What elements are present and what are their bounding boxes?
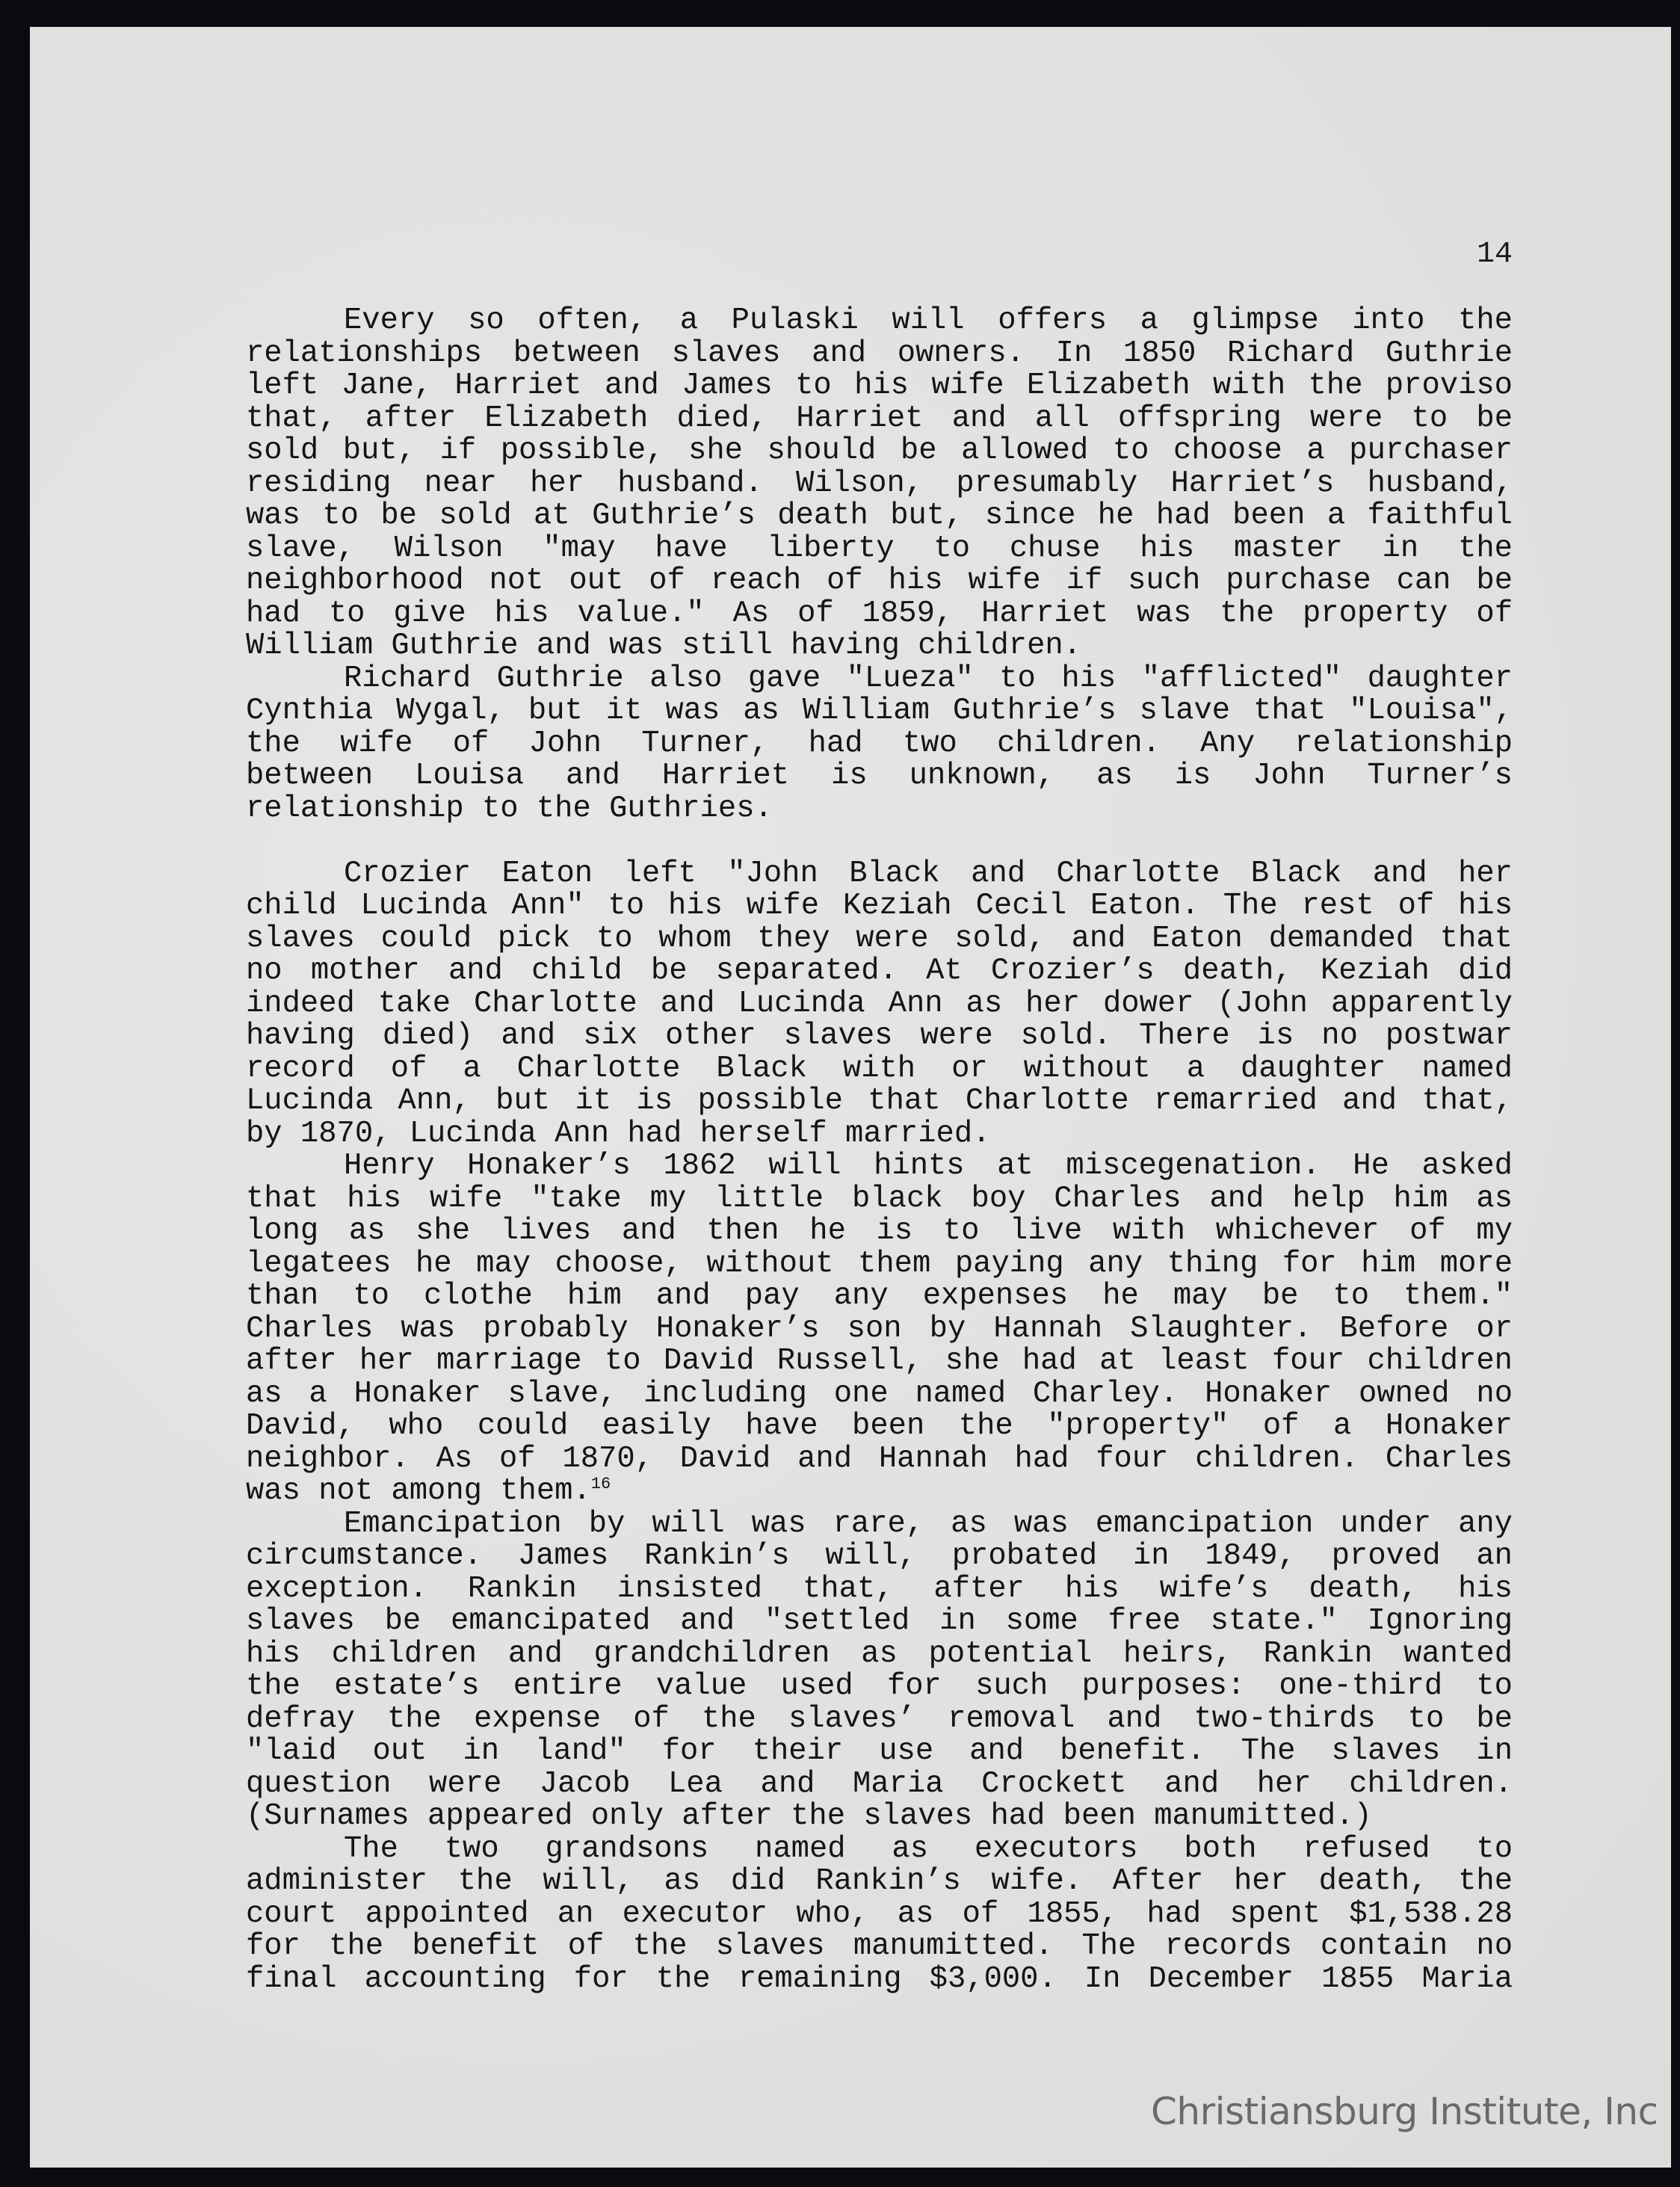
text-line (246, 988, 1513, 1021)
text-line (246, 565, 1513, 598)
text-line (246, 1215, 1513, 1248)
text-line (246, 1866, 1513, 1898)
page-number: 14 (1476, 238, 1513, 271)
text-line (246, 1475, 1513, 1508)
text-line (246, 1573, 1513, 1606)
text-line (246, 1118, 1513, 1151)
text-line (246, 500, 1513, 533)
line-text: was not among them. (246, 1474, 591, 1508)
line-text: between Louisa and Harriet is unknown, as is John Turner’s (246, 759, 1513, 793)
text-line (246, 890, 1513, 923)
line-text: Cynthia Wygal, but it was as William Guthrie’s slave that "Louisa", (246, 694, 1513, 728)
text-line (246, 1085, 1513, 1118)
text-line (246, 1313, 1513, 1346)
text-line (246, 370, 1513, 403)
line-text: question were Jacob Lea and Maria Crockett and her children. (246, 1766, 1513, 1801)
text-line (246, 305, 1513, 338)
line-text: Henry Honaker’s 1862 will hints at miscegenation. He asked (344, 1149, 1513, 1183)
text-line (246, 663, 1513, 696)
line-text: (Surnames appeared only after the slaves had been manumitted.) (246, 1799, 1372, 1833)
text-line (246, 1736, 1513, 1768)
body-text (246, 305, 1513, 1996)
line-text: having died) and six other slaves were sold. There is no postwar (246, 1019, 1513, 1053)
line-text: final accounting for the remaining $3,000. In December 1855 Maria (246, 1961, 1513, 1996)
line-text: neighbor. As of 1870, David and Hannah had four children. Charles (246, 1441, 1513, 1476)
line-text: had to give his value." As of 1859, Harriet was the property of (246, 596, 1513, 631)
line-text: William Guthrie and was still having children. (246, 629, 1081, 663)
text-line (246, 1931, 1513, 1964)
text-line (246, 1833, 1513, 1866)
line-text: Every so often, a Pulaski will offers a glimpse into the (344, 303, 1513, 338)
text-line (246, 955, 1513, 988)
document-page (30, 27, 1671, 2168)
line-text: neighborhood not out of reach of his wife if such purchase can be (246, 564, 1513, 598)
line-text: relationship to the Guthries. (246, 791, 773, 826)
text-line (246, 1703, 1513, 1736)
text-line (246, 403, 1513, 436)
line-text: child Lucinda Ann" to his wife Keziah Cecil Eaton. The rest of his (246, 889, 1513, 923)
text-line (246, 1150, 1513, 1183)
line-text: the estate’s entire value used for such purposes: one-third to (246, 1669, 1513, 1703)
text-line (246, 1248, 1513, 1281)
text-line (246, 793, 1513, 826)
line-text: The two grandsons named as executors both refused to (344, 1831, 1513, 1866)
line-text: slaves be emancipated and "settled in some free state." Ignoring (246, 1604, 1513, 1638)
text-line (246, 1443, 1513, 1476)
line-text: left Jane, Harriet and James to his wife Elizabeth with the proviso (246, 368, 1513, 403)
text-line (246, 468, 1513, 501)
text-line (246, 1280, 1513, 1313)
line-text: sold but, if possible, she should be allowed to choose a purchaser (246, 434, 1513, 468)
line-text: as a Honaker slave, including one named Charley. Honaker owned no (246, 1376, 1513, 1411)
line-text: for the benefit of the slaves manumitted. The records contain no (246, 1929, 1513, 1964)
text-line (246, 1671, 1513, 1703)
line-text: circumstance. James Rankin’s will, probated in 1849, proved an (246, 1539, 1513, 1573)
text-line (246, 1540, 1513, 1573)
blank-line (246, 825, 1513, 858)
line-text: David, who could easily have been the "property" of a Honaker (246, 1409, 1513, 1443)
text-line (246, 598, 1513, 631)
line-text: Emancipation by will was rare, as was emancipation under any (344, 1506, 1513, 1541)
watermark: Christiansburg Institute, Inc (1151, 2090, 1658, 2133)
text-line (246, 1768, 1513, 1801)
line-text: Lucinda Ann, but it is possible that Charlotte remarried and that, (246, 1084, 1513, 1118)
line-text: the wife of John Turner, had two children. Any relationship (246, 726, 1513, 761)
line-text: than to clothe him and pay any expenses he may be to them." (246, 1279, 1513, 1313)
text-line (246, 533, 1513, 566)
line-text: court appointed an executor who, as of 1855, had spent $1,538.28 (246, 1896, 1513, 1931)
line-text: slave, Wilson "may have liberty to chuse his master in the (246, 531, 1513, 566)
text-line (246, 1053, 1513, 1086)
line-text: by 1870, Lucinda Ann had herself married. (246, 1116, 991, 1151)
line-text: that his wife "take my little black boy Charles and help him as (246, 1181, 1513, 1216)
text-line (246, 858, 1513, 891)
line-text: defray the expense of the slaves’ removal and two-thirds to be (246, 1701, 1513, 1736)
text-line (246, 1898, 1513, 1931)
text-line (246, 728, 1513, 761)
text-line (246, 435, 1513, 468)
line-text: relationships between slaves and owners. In 1850 Richard Guthrie (246, 336, 1513, 371)
line-text: record of a Charlotte Black with or without a daughter named (246, 1051, 1513, 1086)
line-text: Charles was probably Honaker’s son by Hannah Slaughter. Before or (246, 1311, 1513, 1346)
text-line (246, 630, 1513, 663)
text-line (246, 695, 1513, 728)
line-text: Crozier Eaton left "John Black and Charlotte Black and her (344, 856, 1513, 891)
line-text: Richard Guthrie also gave "Lueza" to his "afflicted" daughter (344, 661, 1513, 696)
line-text: his children and grandchildren as potential heirs, Rankin wanted (246, 1636, 1513, 1671)
text-line (246, 1638, 1513, 1671)
text-line (246, 1605, 1513, 1638)
text-line (246, 923, 1513, 956)
line-text: exception. Rankin insisted that, after his wife’s death, his (246, 1571, 1513, 1606)
text-line (246, 1378, 1513, 1411)
line-text: that, after Elizabeth died, Harriet and all offspring were to be (246, 401, 1513, 436)
line-text: no mother and child be separated. At Crozier’s death, Keziah did (246, 954, 1513, 988)
line-text: legatees he may choose, without them paying any thing for him more (246, 1246, 1513, 1281)
line-text: after her marriage to David Russell, she had at least four children (246, 1344, 1513, 1378)
text-line (246, 1345, 1513, 1378)
text-line (246, 1508, 1513, 1541)
text-line (246, 1020, 1513, 1053)
text-line (246, 1183, 1513, 1216)
text-line (246, 1801, 1513, 1833)
line-text: indeed take Charlotte and Lucinda Ann as her dower (John apparently (246, 986, 1513, 1021)
line-text: administer the will, as did Rankin’s wife. After her death, the (246, 1864, 1513, 1898)
line-text: was to be sold at Guthrie’s death but, since he had been a faithful (246, 499, 1513, 533)
text-line (246, 760, 1513, 793)
text-line (246, 1410, 1513, 1443)
text-line (246, 1961, 1513, 1996)
line-text: slaves could pick to whom they were sold, and Eaton demanded that (246, 921, 1513, 956)
line-text: residing near her husband. Wilson, presumably Harriet’s husband, (246, 466, 1513, 501)
line-text: "laid out in land" for their use and benefit. The slaves in (246, 1734, 1513, 1768)
text-line (246, 338, 1513, 371)
line-text: long as she lives and then he is to live with whichever of my (246, 1214, 1513, 1248)
footnote-marker: 16 (590, 1475, 611, 1493)
